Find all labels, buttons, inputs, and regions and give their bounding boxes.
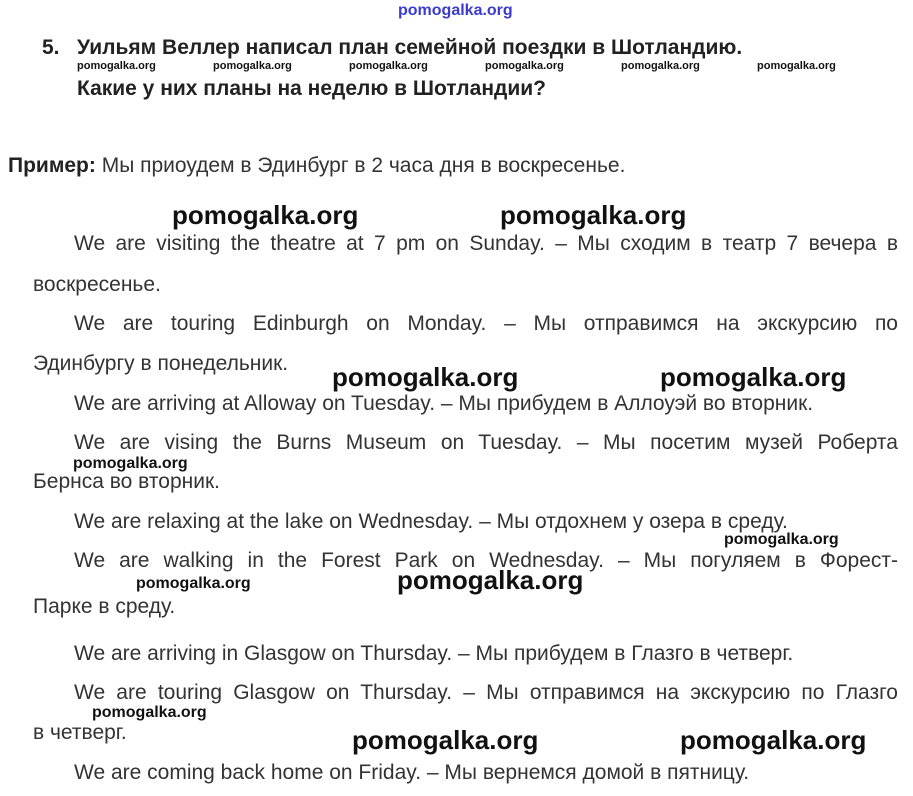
header-watermark: pomogalka.org — [398, 2, 513, 19]
watermark: pomogalka.org — [352, 725, 539, 755]
watermark: pomogalka.org — [660, 362, 847, 392]
watermark: pomogalka.org — [92, 704, 207, 721]
watermark: pomogalka.org — [332, 362, 519, 392]
example-line — [8, 154, 625, 178]
answer-line: We are walking in the Forest Park on Wednesday. – Мы погуляем в Форест- — [74, 549, 898, 572]
answer-line: We are vising the Burns Museum on Tuesday. – Мы посетим музей Роберта — [74, 431, 898, 454]
watermark: pomogalka.org — [757, 60, 836, 72]
answer-line: We are visiting the theatre at 7 pm on Sunday. – Мы сходим в театр 7 вечера в — [74, 232, 898, 255]
watermark: pomogalka.org — [172, 200, 359, 230]
watermark: pomogalka.org — [500, 200, 687, 230]
answer-line: Эдинбургу в понедельник. — [33, 352, 289, 375]
watermark: pomogalka.org — [213, 60, 292, 72]
answer-line: We are relaxing at the lake on Wednesday. – Мы отдохнем у озера в среду. — [74, 510, 788, 533]
watermark: pomogalka.org — [136, 575, 251, 592]
answer-line: Парке в среду. — [33, 595, 176, 618]
watermark: pomogalka.org — [621, 60, 700, 72]
answer-line: в четверг. — [33, 721, 127, 744]
task-title-line-1: Уильям Веллер написал план семейной поездки в Шотландию. — [77, 36, 743, 59]
watermark: pomogalka.org — [724, 531, 839, 548]
example-label: Пример: — [8, 154, 96, 177]
watermark: pomogalka.org — [349, 60, 428, 72]
watermark: pomogalka.org — [680, 725, 867, 755]
task-number: 5. — [42, 36, 60, 59]
watermark: pomogalka.org — [77, 60, 156, 72]
example-text: Мы приоудем в Эдинбург в 2 часа дня в воскресенье. — [95, 154, 626, 177]
answer-line: We are arriving at Alloway on Tuesday. – Мы прибудем в Аллоуэй во вторник. — [74, 392, 814, 415]
answer-line: We are arriving in Glasgow on Thursday. – Мы прибудем в Глазго в четверг. — [74, 642, 794, 665]
answer-line: We are touring Glasgow on Thursday. – Мы отправимся на экскурсию по Глазго — [74, 681, 898, 704]
answer-line: We are touring Edinburgh on Monday. – Мы отправимся на экскурсию по — [74, 312, 898, 335]
answer-line: Бернса во вторник. — [33, 470, 220, 493]
watermark: pomogalka.org — [73, 455, 188, 472]
answer-line: воскресенье. — [33, 273, 161, 296]
answer-line: We are coming back home on Friday. – Мы вернемся домой в пятницу. — [74, 761, 750, 784]
watermark: pomogalka.org — [397, 565, 584, 595]
task-title-line-2: Какие у них планы на неделю в Шотландии? — [77, 77, 546, 100]
watermark: pomogalka.org — [485, 60, 564, 72]
